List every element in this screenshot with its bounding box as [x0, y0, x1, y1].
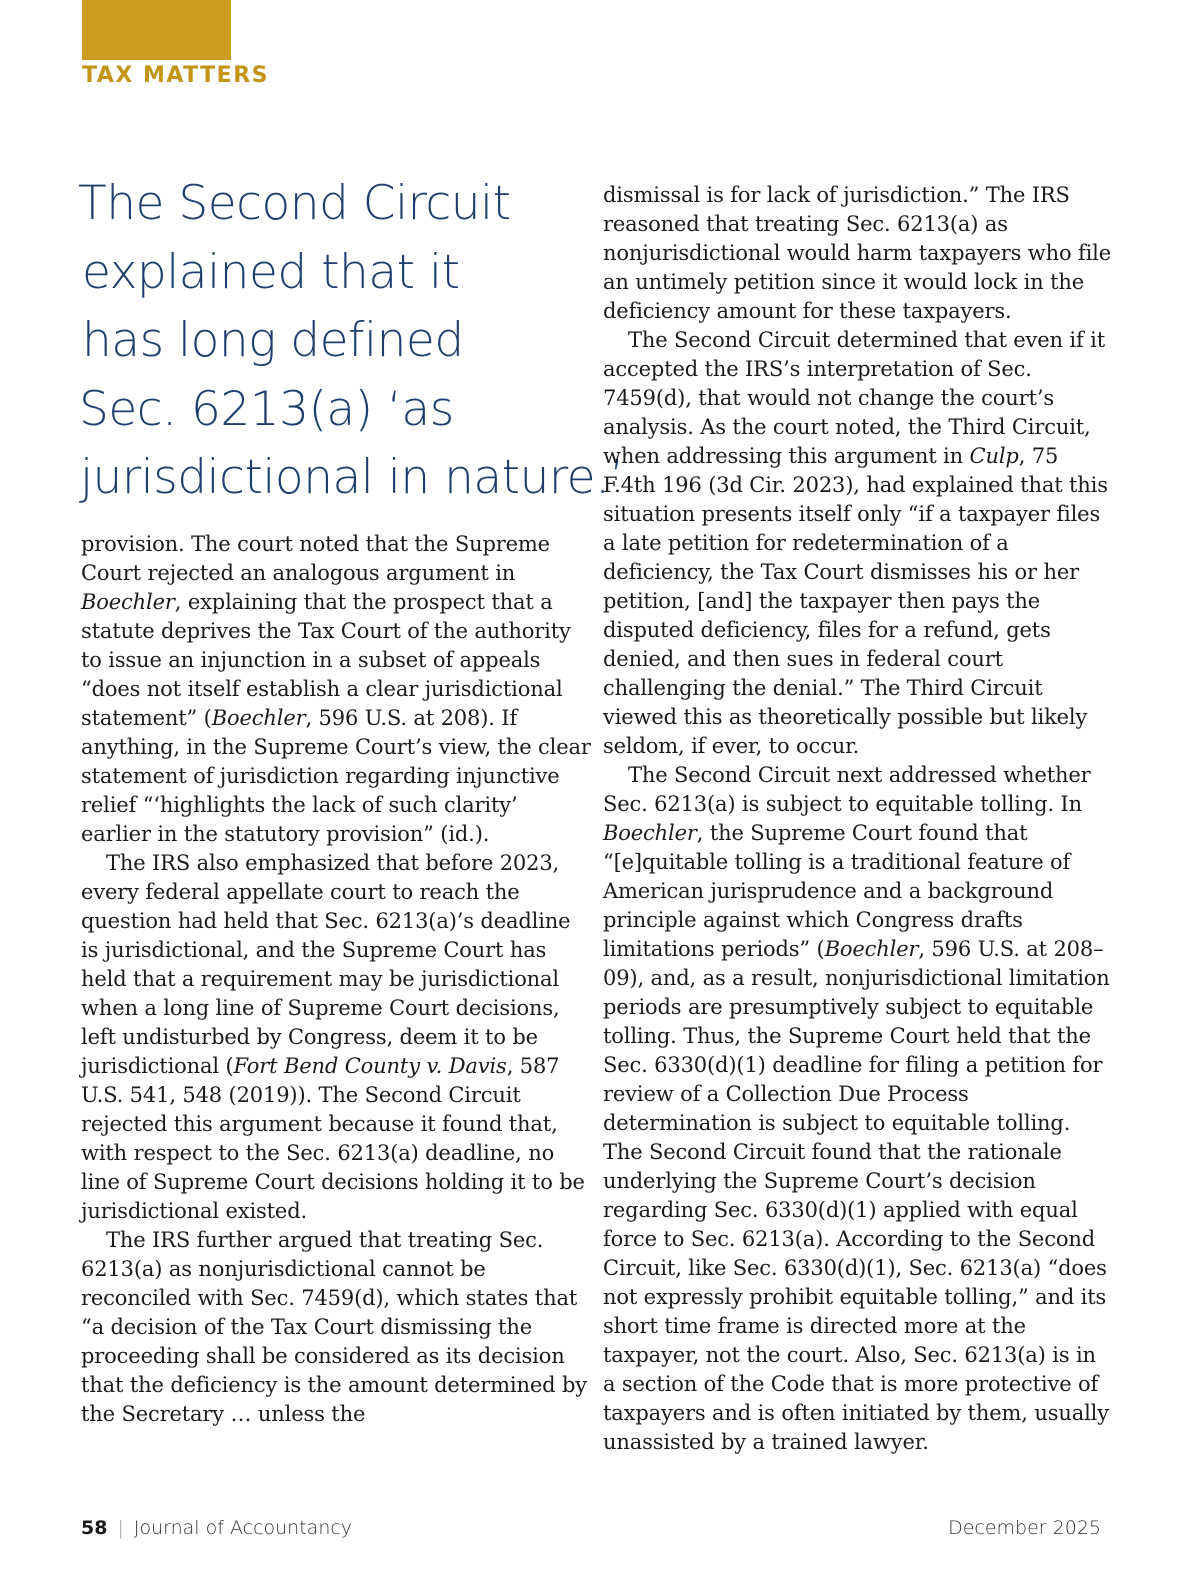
pull-quote-line: has long defined: [82, 313, 464, 368]
body-paragraph: dismissal is for lack of jurisdiction.” The IRS reasoned that treating Sec. 6213(a) as nonjurisdictional would harm taxpayers who file an untimely petition since it would lock in the deficiency amount for these taxpayers.: [603, 183, 1112, 323]
body-paragraph: The Second Circuit next addressed whether Sec. 6213(a) is subject to equitable tolling. In Boechler, the Supreme Court found that “[e]quitable tolling is a traditional feature of American jurisprudence and a background principle against which Congress drafts limitations periods” (Boechler, 596 U.S. at 208–09), and, as a result, nonjurisdictional limitation periods are presumptively subject to equitable tolling. Thus, the Supreme Court held that the Sec. 6330(d)(1) deadline for filing a petition for review of a Collection Due Process determination is subject to equitable tolling. The Second Circuit found that the rationale underlying the Supreme Court’s decision regarding Sec. 6330(d)(1) applied with equal force to Sec. 6213(a). According to the Second Circuit, like Sec. 6330(d)(1), Sec. 6213(a) “does not expressly prohibit equitable tolling,” and its short time frame is directed more at the taxpayer, not the court. Also, Sec. 6213(a) is in a section of the Code that is more protective of taxpayers and is often initiated by them, usually unassisted by a trained lawyer.: [603, 763, 1110, 1454]
body-paragraph: The IRS further argued that treating Sec. 6213(a) as nonjurisdictional cannot be reconciled with Sec. 7459(d), which states that “a decision of the Tax Court dismissing the proceeding shall be considered as its decision that the deficiency is the amount determined by the Secretary … unless the: [81, 1228, 587, 1426]
body-paragraph: provision. The court noted that the Supreme Court rejected an analogous argument in Boechler, explaining that the prospect that a statute deprives the Tax Court of the authority to issue an injunction in a subset of appeals “does not itself establish a clear jurisdictional statement” (Boechler, 596 U.S. at 208). If anything, in the Supreme Court’s view, the clear statement of jurisdiction regarding injunctive relief “‘highlights the lack of such clarity’ earlier in the statutory provision” (id.).: [81, 532, 591, 846]
publication-name: Journal of Accountancy: [133, 1517, 353, 1539]
section-color-tab: [82, 0, 231, 60]
footer-left: [81, 1517, 352, 1545]
pull-quote-line: Sec. 6213(a) ‘as: [79, 381, 454, 437]
right-column: [603, 181, 1113, 1457]
pull-quote-line: explained that it: [82, 244, 460, 300]
pull-quote-line: The Second Circuit: [78, 176, 511, 231]
page-number: 58: [81, 1517, 108, 1539]
section-label: TAX MATTERS: [82, 63, 269, 88]
body-paragraph: The Second Circuit determined that even if it accepted the IRS’s interpretation of Sec. 7459(d), that would not change the court’s analysis. As the court noted, the Third Circuit, when addressing this argument in Culp, 75 F.4th 196 (3d Cir. 2023), had explained that this situation presents itself only “if a taxpayer files a late petition for redetermination of a deficiency, the Tax Court dismisses his or her petition, [and] the taxpayer then pays the disputed deficiency, files for a refund, gets denied, and then sues in federal court challenging the denial.” The Third Circuit viewed this as theoretically possible but likely seldom, if ever, to occur.: [603, 328, 1108, 758]
pull-quote-line: jurisdictional in nature.’: [80, 450, 624, 505]
footer-separator: |: [117, 1517, 124, 1539]
left-column: [81, 530, 591, 1429]
body-paragraph: The IRS also emphasized that before 2023, every federal appellate court to reach the question had held that Sec. 6213(a)’s deadline is jurisdictional, and the Supreme Court has held that a requirement may be jurisdictional when a long line of Supreme Court decisions, left undisturbed by Congress, deem it to be jurisdictional (Fort Bend County v. Davis, 587 U.S. 541, 548 (2019)). The Second Circuit rejected this argument because it found that, with respect to the Sec. 6213(a) deadline, no line of Supreme Court decisions holding it to be jurisdictional existed.: [81, 851, 585, 1223]
issue-date: December 2025: [948, 1517, 1101, 1539]
pull-quote: [78, 170, 624, 513]
